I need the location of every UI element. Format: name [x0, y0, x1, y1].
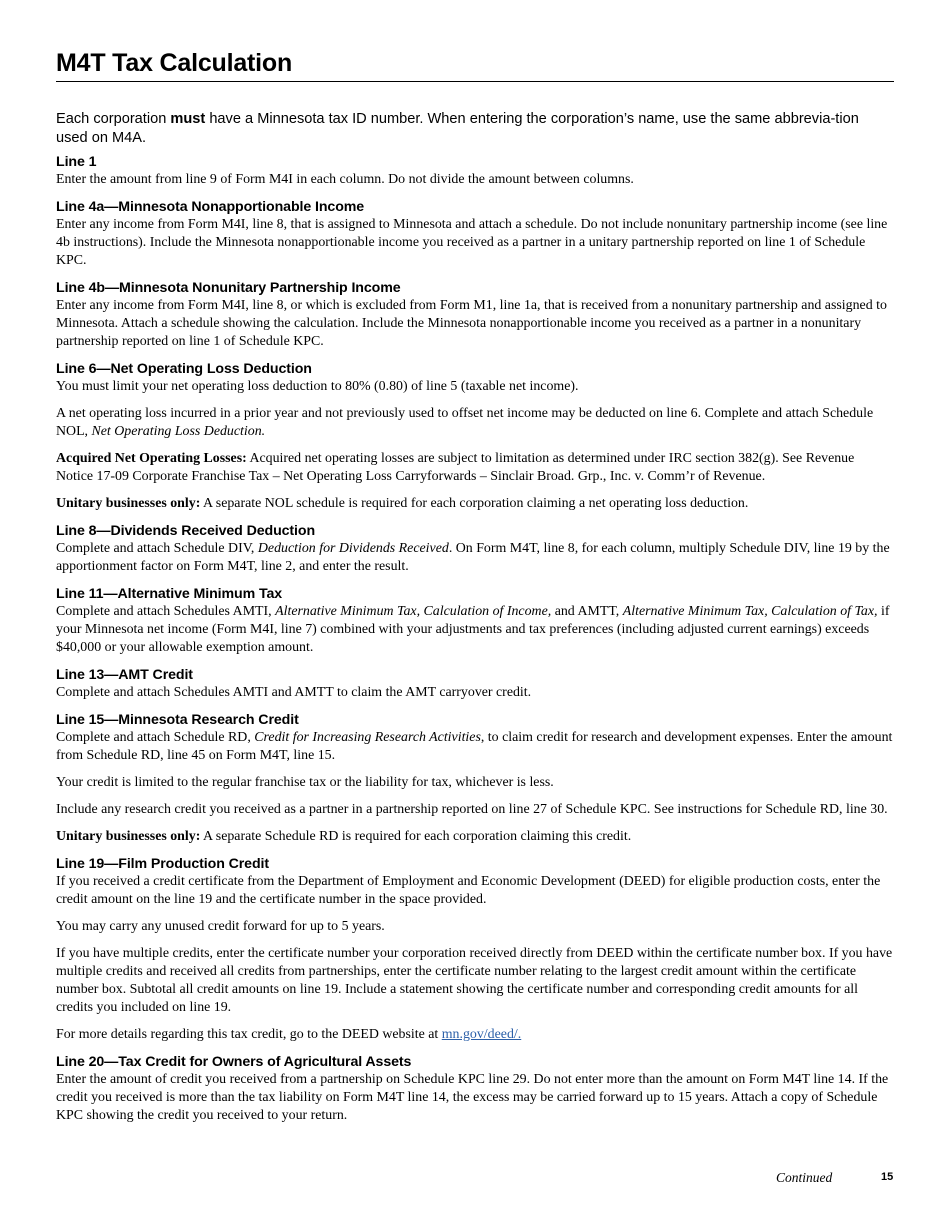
section-paragraph: If you received a credit certificate from the Department of Employment and Economic Development (DEED) for eligible production costs, enter the credit amount on the line 19 and the certificate number in the space provided. [56, 874, 881, 907]
page-title: M4T Tax Calculation [56, 49, 894, 82]
section-line4a [56, 198, 894, 270]
paragraph-text: A separate Schedule RD is required for each corporation claiming this credit. [200, 829, 632, 844]
section-paragraph [56, 405, 894, 441]
form-title: Alternative Minimum Tax, Calculation of Income, [275, 604, 552, 619]
section-line4b [56, 279, 894, 351]
form-title: Alternative Minimum Tax, Calculation of Tax, [622, 604, 878, 619]
section-paragraph [56, 450, 894, 486]
paragraph-lead: Unitary businesses only: [56, 829, 201, 844]
section-paragraph: Enter the amount from line 9 of Form M4I in each column. Do not divide the amount between columns. [56, 172, 634, 187]
paragraph-text: For more details regarding this tax credit, go to the DEED website at [56, 1027, 442, 1042]
section-paragraph: Include any research credit you received as a partner in a partnership reported on line 27 of Schedule KPC. See instructions for Schedule RD, line 30. [56, 802, 888, 817]
paragraph-text: if your Minnesota net income (Form M4I, line 7) combined with your adjustments and tax preferences (including adjusted current earnings) exceeds $40,000 or your allowable exemption amount. [56, 604, 890, 655]
section-paragraph [56, 729, 894, 765]
paragraph-text: Complete and attach Schedule DIV, [56, 541, 258, 556]
paragraph-text: , to claim credit for research and development expenses. Enter the amount from Schedule RD, line 45 on Form M4T, line 15. [56, 730, 893, 763]
section-paragraph: Your credit is limited to the regular franchise tax or the liability for tax, whichever is less. [56, 775, 554, 790]
section-paragraph: You may carry any unused credit forward for up to 5 years. [56, 919, 385, 934]
section-heading: Line 4b—Minnesota Nonunitary Partnership Income [56, 280, 401, 296]
section-heading: Line 6—Net Operating Loss Deduction [56, 361, 312, 377]
continued-label: Continued [776, 1170, 833, 1185]
page-number: 15 [881, 1171, 894, 1183]
section-paragraph: If you have multiple credits, enter the certificate number your corporation received directly from DEED within the certificate number box. If you have multiple credits and received all credits from partnerships, enter the certificate number relating to the largest credit amount within the certificate number box. Subtotal all credit amounts on line 19. Include a statement showing the certificate number and corresponding credit amounts for all credits you included on line 19. [56, 946, 893, 1015]
section-line1 [56, 153, 894, 189]
paragraph-text: Acquired net operating losses are subject to limitation as determined under IRC section 382(g). See Revenue Notice 17-09 Corporate Franchise Tax – Net Operating Loss Carryforwards – Sinclair Broad. Grp., Inc. v. Comm’r of Revenue. [56, 451, 855, 484]
section-paragraph: Complete and attach Schedules AMTI and AMTT to claim the AMT carryover credit. [56, 685, 532, 700]
section-paragraph [56, 603, 894, 657]
section-heading: Line 20—Tax Credit for Owners of Agricultural Assets [56, 1054, 412, 1070]
section-paragraph [56, 828, 894, 846]
paragraph-text: Complete and attach Schedule RD, [56, 730, 255, 745]
paragraph-text: and AMTT, [551, 604, 623, 619]
section-paragraph: You must limit your net operating loss deduction to 80% (0.80) of line 5 (taxable net income). [56, 379, 579, 394]
section-line13 [56, 666, 894, 702]
section-line15 [56, 711, 894, 846]
section-line19 [56, 855, 894, 1044]
section-heading: Line 8—Dividends Received Deduction [56, 523, 316, 539]
instructions-body [56, 153, 894, 1133]
intro-bold: must [170, 111, 206, 127]
section-heading: Line 11—Alternative Minimum Tax [56, 586, 283, 602]
section-paragraph [56, 1026, 894, 1044]
deed-website-link[interactable]: mn.gov/deed/. [441, 1027, 522, 1042]
section-line8 [56, 522, 894, 576]
intro-text: Each corporation [56, 111, 171, 127]
section-paragraph [56, 495, 894, 513]
section-heading: Line 1 [56, 154, 97, 170]
form-title: Net Operating Loss Deduction. [91, 424, 266, 439]
section-paragraph: Enter the amount of credit you received from a partnership on Schedule KPC line 29. Do not enter more than the amount on Form M4T line 14. If the credit you received is more than the tax liability on Form M4T line 14, the excess may be carried forward up to 15 years. Attach a copy of Schedule KPC showing the credit you received to your return. [56, 1072, 889, 1123]
paragraph-text: . On Form M4T, line 8, for each column, multiply Schedule DIV, line 19 by the apportionment factor on Form M4T, line 2, and enter the result. [56, 541, 890, 574]
section-heading: Line 15—Minnesota Research Credit [56, 712, 299, 728]
paragraph-lead: Unitary businesses only: [56, 496, 201, 511]
paragraph-lead: Acquired Net Operating Losses: [56, 451, 247, 466]
section-paragraph: Enter any income from Form M4I, line 8, that is assigned to Minnesota and attach a schedule. Do not include nonunitary partnership income (see line 4b instructions). Include the Minnesota nonapportionable income you received as a partner in a unitary partnership reported on line 1 of Schedule KPC. [56, 217, 888, 268]
section-heading: Line 19—Film Production Credit [56, 856, 269, 872]
paragraph-text: A separate NOL schedule is required for each corporation claiming a net operating loss deduction. [200, 496, 749, 511]
section-heading: Line 13—AMT Credit [56, 667, 193, 683]
section-paragraph: Enter any income from Form M4I, line 8, or which is excluded from Form M1, line 1a, that is received from a nonunitary partnership and assigned to Minnesota. Attach a schedule showing the calculation. Include the Minnesota nonapportionable income you received as a partner in a nonunitary partnership reported on line 1 of Schedule KPC. [56, 298, 887, 349]
section-line20 [56, 1053, 894, 1125]
section-paragraph [56, 540, 894, 576]
paragraph-text: Complete and attach Schedules AMTI, [56, 604, 276, 619]
intro-text-rest: have a Minnesota tax ID number. When entering the corporation’s name, use the same abbrevia-tion used on M4A. [56, 111, 859, 146]
section-line6 [56, 360, 894, 513]
form-title: Credit for Increasing Research Activities [254, 730, 481, 745]
paragraph-text: A net operating loss incurred in a prior year and not previously used to offset net income may be deducted on line 6. Complete and attach Schedule NOL, [56, 406, 874, 439]
intro-paragraph [56, 110, 894, 148]
section-line11 [56, 585, 894, 657]
section-heading: Line 4a—Minnesota Nonapportionable Income [56, 199, 365, 215]
form-title: Deduction for Dividends Received [257, 541, 449, 556]
